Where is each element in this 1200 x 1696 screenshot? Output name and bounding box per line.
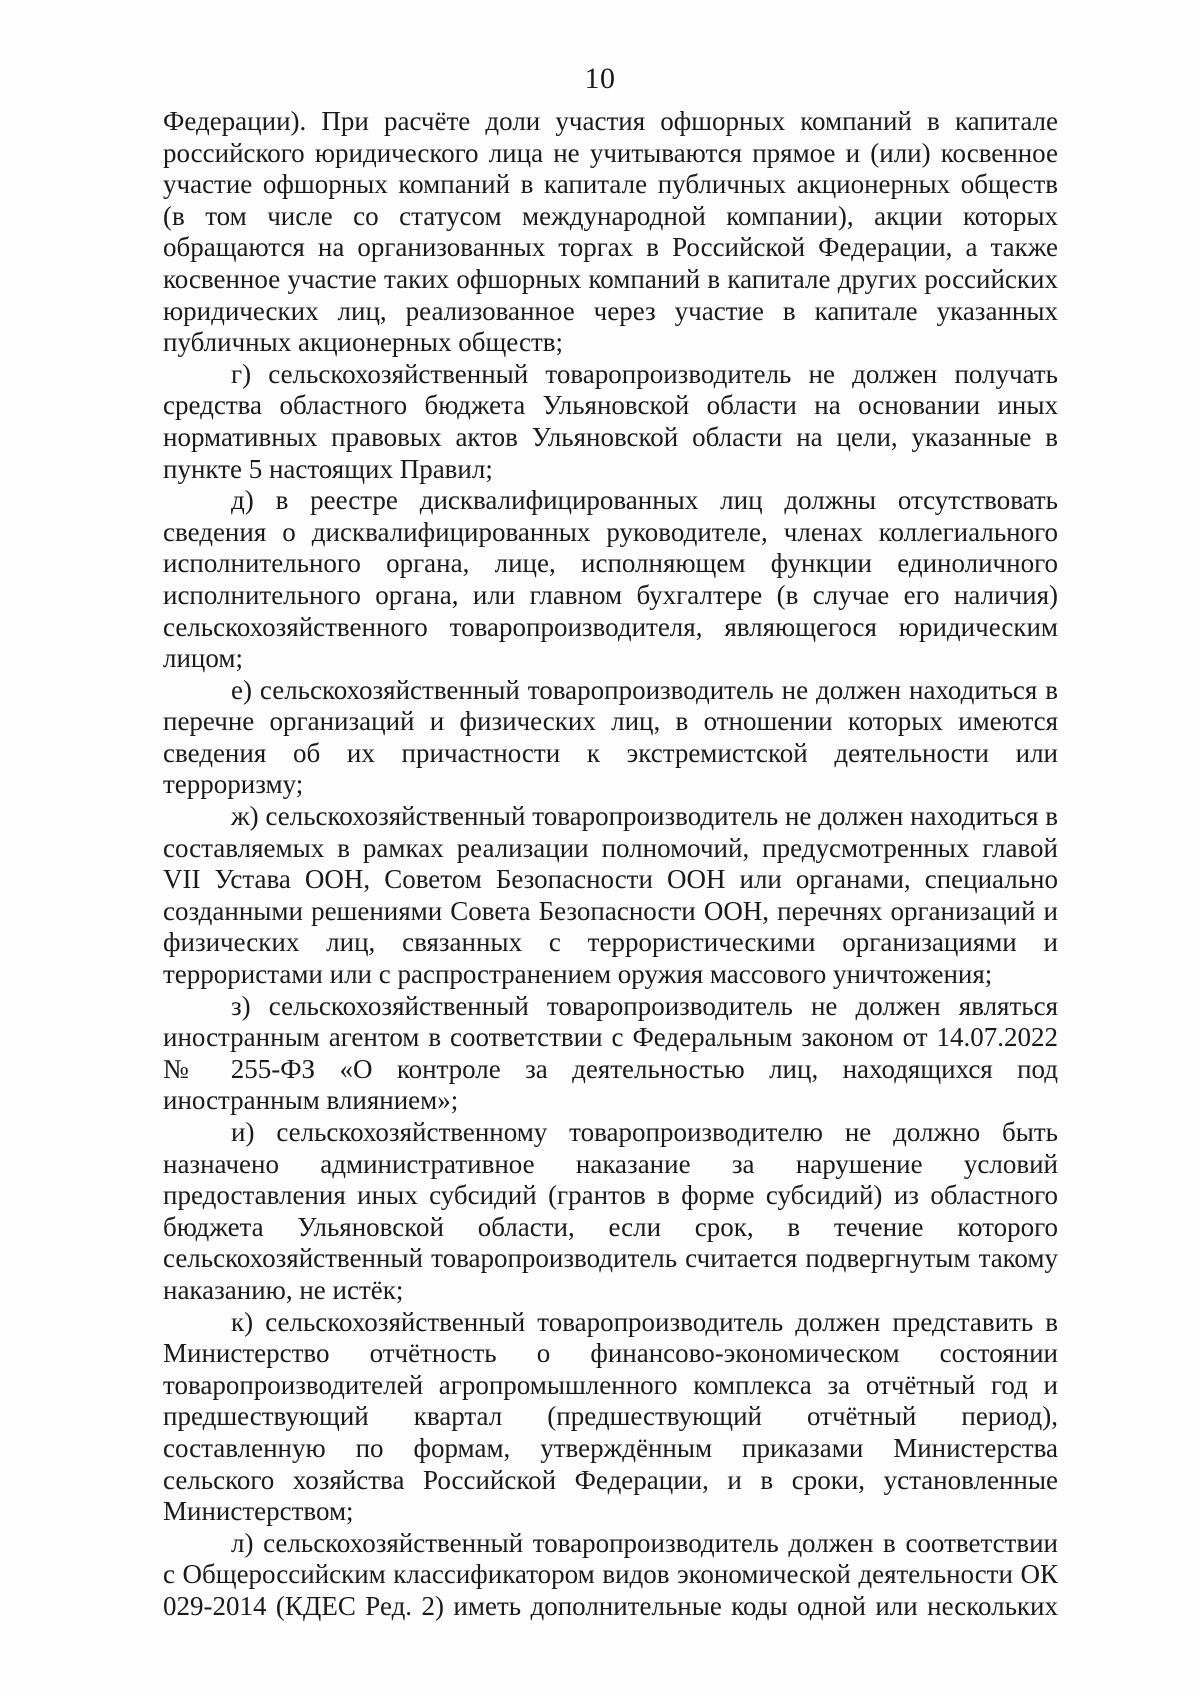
paragraph-item-k: к) сельскохозяйственный товаропроизводитель должен представить в Министерство отчётность о финансово-экономическом состоянии товаропроизводителей агропромышленного комплекса за отчётный год и предшествующий квартал (предшествующий отчётный период), составленную по формам, утверждённым приказами Министерства сельского хозяйства Российской Федерации, и в сроки, установленные Министерством; [163, 1306, 1058, 1527]
paragraph-item-d: д) в реестре дисквалифицированных лиц должны отсутствовать сведения о дисквалифицированных руководителе, членах коллегиального исполнительного органа, лице, исполняющем функции единоличного исполнительного органа, или главном бухгалтере (в случае его наличия) сельскохозяйственного товаропроизводителя, являющегося юридическим лицом; [163, 485, 1058, 674]
paragraph-item-l: л) сельскохозяйственный товаропроизводитель должен в соответствии с Общероссийским классификатором видов экономической деятельности ОК 029-2014 (КДЕС Ред. 2) иметь дополнительные коды одной или нескольких [163, 1527, 1058, 1621]
paragraph-item-z: з) сельскохозяйственный товаропроизводитель не должен являться иностранным агентом в соответствии с Федеральным законом от 14.07.2022 № 255-ФЗ «О контроле за деятельностью лиц, находящихся под иностранным влиянием»; [163, 990, 1058, 1116]
paragraph-item-i: и) сельскохозяйственному товаропроизводителю не должно быть назначено административное наказание за нарушение условий предоставления иных субсидий (грантов в форме субсидий) из областного бюджета Ульяновской области, если срок, в течение которого сельскохозяйственный товаропроизводитель считается подвергнутым такому наказанию, не истёк; [163, 1117, 1058, 1305]
document-body [163, 106, 1058, 1623]
paragraph-item-zh: ж) сельскохозяйственный товаропроизводитель не должен находиться в составляемых в рамках реализации полномочий, предусмотренных главой VII Устава ООН, Советом Безопасности ООН или органами, специально созданными решениями Совета Безопасности ООН, перечнях организаций и физических лиц, связанных с террористическими организациями и террористами или с распространением оружия массового уничтожения; [163, 801, 1058, 990]
paragraph-continuation: Федерации). При расчёте доли участия офшорных компаний в капитале российского юридического лица не учитываются прямое и (или) косвенное участие офшорных компаний в капитале публичных акционерных обществ (в том числе со статусом международной компании), акции которых обращаются на организованных торгах в Российской Федерации, а также косвенное участие таких офшорных компаний в капитале других российских юридических лиц, реализованное через участие в капитале указанных публичных акционерных обществ; [163, 106, 1058, 358]
paragraph-item-g: г) сельскохозяйственный товаропроизводитель не должен получать средства областного бюджета Ульяновской области на основании иных нормативных правовых актов Ульяновской области на цели, указанные в пункте 5 настоящих Правил; [163, 358, 1058, 484]
page-number: 10 [584, 62, 616, 95]
paragraph-item-e: е) сельскохозяйственный товаропроизводитель не должен находиться в перечне организаций и физических лиц, в отношении которых имеются сведения об их причастности к экстремистской деятельности или терроризму; [163, 674, 1058, 800]
